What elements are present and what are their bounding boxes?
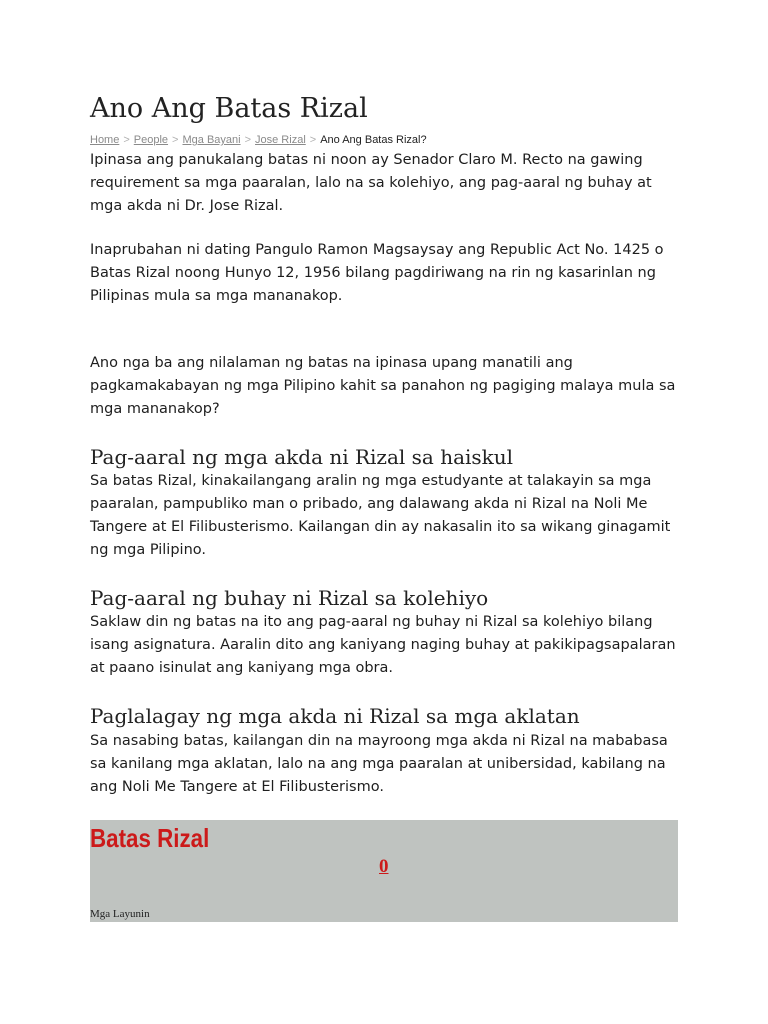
section-heading-aklatan: Paglalagay ng mga akda ni Rizal sa mga aklatan [90, 704, 580, 728]
banner-count-link[interactable]: 0 [379, 856, 389, 877]
batas-rizal-banner [90, 820, 678, 922]
section-body-haiskul: Sa batas Rizal, kinakailangang aralin ng mga estudyante at talakayin sa mga paaralan, pampubliko man o pribado, ang dalawang akda ni Rizal na Noli Me Tangere at El Filibusterismo. Kailangan din ay nakasalin ito sa wikang ginagamit ng mga Pilipino. [90, 473, 671, 558]
section-body-kolehiyo: Saklaw din ng batas na ito ang pag-aaral ng buhay ni Rizal sa kolehiyo bilang isang asignatura. Aaralin dito ang kaniyang naging buhay at pakikipagsapalaran at paano isinulat ang kaniyang mga obra. [90, 614, 676, 676]
breadcrumb-separator: > [309, 134, 317, 146]
banner-title: Batas Rizal [90, 823, 210, 853]
breadcrumb-jose-rizal-link[interactable]: Jose Rizal [255, 134, 306, 146]
breadcrumb-separator: > [244, 134, 252, 146]
breadcrumb [90, 132, 427, 148]
intro-paragraph-2: Inaprubahan ni dating Pangulo Ramon Magsaysay ang Republic Act No. 1425 o Batas Rizal noong Hunyo 12, 1956 bilang pagdiriwang na rin ng kasarinlan ng Pilipinas mula sa mga mananakop. [90, 242, 664, 304]
section-heading-kolehiyo: Pag-aaral ng buhay ni Rizal sa kolehiyo [90, 586, 489, 610]
breadcrumb-current: Ano Ang Batas Rizal? [320, 134, 427, 146]
breadcrumb-separator: > [123, 134, 130, 146]
breadcrumb-separator: > [172, 134, 179, 146]
banner-footer-label: Mga Layunin [90, 908, 150, 920]
breadcrumb-people-link[interactable]: People [133, 134, 169, 146]
page-title: Ano Ang Batas Rizal [90, 93, 368, 124]
breadcrumb-mga-bayani-link[interactable]: Mga Bayani [182, 134, 241, 146]
section-body-aklatan: Sa nasabing batas, kailangan din na mayroong mga akda ni Rizal na mababasa sa kanilang mga aklatan, lalo na ang mga paaralan at unibersidad, kabilang na ang Noli Me Tangere at El Filibusterismo. [90, 733, 668, 795]
breadcrumb-home-link[interactable]: Home [90, 134, 120, 146]
section-heading-haiskul: Pag-aaral ng mga akda ni Rizal sa haiskul [90, 445, 514, 469]
intro-paragraph-1: Ipinasa ang panukalang batas ni noon ay Senador Claro M. Recto na gawing requirement sa mga paaralan, lalo na sa kolehiyo, ang pag-aaral ng buhay at mga akda ni Dr. Jose Rizal. [90, 152, 652, 214]
intro-paragraph-3: Ano nga ba ang nilalaman ng batas na ipinasa upang manatili ang pagkamakabayan ng mga Pilipino kahit sa panahon ng pagiging malaya mula sa mga mananakop? [90, 355, 676, 417]
